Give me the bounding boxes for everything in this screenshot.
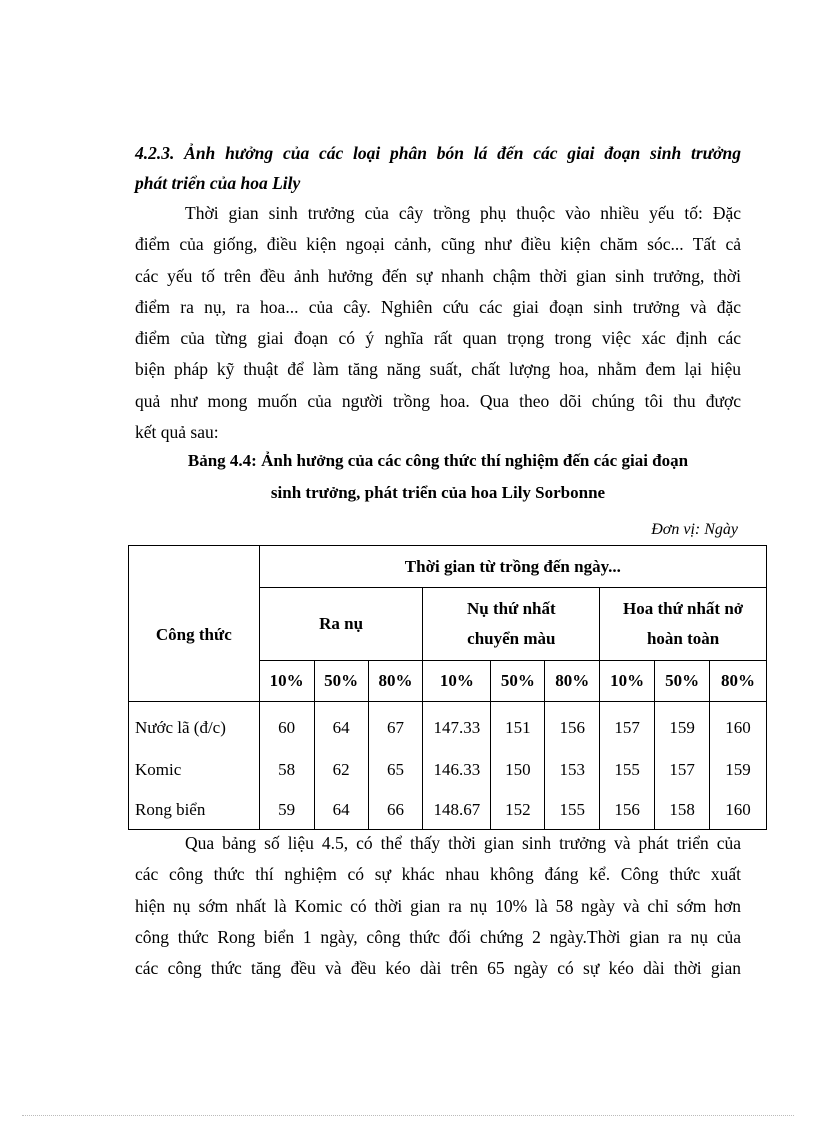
section-heading-line-2: phát triển của hoa Lily bbox=[135, 173, 301, 193]
table-row bbox=[129, 750, 767, 790]
header-bud-color bbox=[423, 588, 600, 661]
table-cell: 64 bbox=[314, 702, 368, 751]
header-flower-bloom bbox=[600, 588, 767, 661]
table-caption-line-1: Bảng 4.4: Ảnh hưởng của các công thức thí nghiệm đến các giai đoạn bbox=[187, 451, 689, 470]
header-pct: 80% bbox=[368, 661, 423, 702]
paragraph-line: công thức Rong biển 1 ngày, công thức đối chứng 2 ngày.Thời gian ra nụ của bbox=[135, 926, 741, 947]
table-cell: 58 bbox=[259, 750, 314, 790]
paragraph-line: Thời gian sinh trưởng của cây trồng phụ thuộc vào nhiều yếu tố: Đặc bbox=[185, 203, 741, 223]
table-cell: 153 bbox=[545, 750, 600, 790]
table-caption bbox=[135, 445, 741, 509]
table-cell: 160 bbox=[710, 702, 767, 751]
table-caption-line-2: sinh trưởng, phát triển của hoa Lily Sorbonne bbox=[270, 483, 606, 502]
header-bud-color-line-2: chuyển màu bbox=[467, 629, 556, 648]
table-cell: 155 bbox=[600, 750, 655, 790]
paragraph-line: hiện nụ sớm nhất là Komic có thời gian ra nụ 10% là 58 ngày và chỉ sớm hơn bbox=[135, 895, 741, 916]
header-pct: 50% bbox=[314, 661, 368, 702]
section-heading-line-1: 4.2.3. Ảnh hưởng của các loại phân bón lá đến các giai đoạn sinh trưởng bbox=[135, 143, 741, 163]
header-pct: 50% bbox=[491, 661, 545, 702]
table-cell: 159 bbox=[710, 750, 767, 790]
paragraph-line: điểm của từng giai đoạn có ý nghĩa rất quan trọng trong việc xác định các bbox=[135, 328, 741, 349]
section-heading bbox=[135, 138, 741, 198]
intro-paragraph bbox=[135, 198, 741, 448]
paragraph-line: các công thức thí nghiệm có sự khác nhau không đáng kể. Công thức xuất bbox=[135, 864, 741, 885]
table-cell: 147.33 bbox=[423, 702, 491, 751]
table-cell: 160 bbox=[710, 790, 767, 830]
header-flower-bloom-line-1: Hoa thứ nhất nở bbox=[622, 599, 744, 618]
table-cell: 146.33 bbox=[423, 750, 491, 790]
table-row bbox=[129, 790, 767, 830]
table-cell: 152 bbox=[491, 790, 545, 830]
table-cell: 156 bbox=[545, 702, 600, 751]
header-pct: 80% bbox=[545, 661, 600, 702]
header-bud-color-line-1: Nụ thứ nhất bbox=[467, 599, 556, 618]
header-pct: 10% bbox=[259, 661, 314, 702]
header-flower-bloom-line-2: hoàn toàn bbox=[646, 629, 720, 648]
table-cell: 65 bbox=[368, 750, 423, 790]
header-bud-line: Ra nụ bbox=[319, 614, 364, 633]
paragraph-line: Qua bảng số liệu 4.5, có thể thấy thời gian sinh trưởng và phát triển của bbox=[185, 833, 741, 853]
table-cell: 150 bbox=[491, 750, 545, 790]
paragraph-line: các yếu tố trên đều ảnh hưởng đến sự nhanh chậm thời gian sinh trưởng, thời bbox=[135, 265, 741, 286]
page-footer-rule bbox=[22, 1115, 794, 1116]
data-table bbox=[128, 545, 767, 830]
header-bud bbox=[259, 588, 423, 661]
table-cell: 66 bbox=[368, 790, 423, 830]
unit-label: Đơn vị: Ngày bbox=[651, 521, 738, 538]
header-group: Thời gian từ trồng đến ngày... bbox=[259, 546, 766, 588]
table-cell: 157 bbox=[600, 702, 655, 751]
paragraph-line: các công thức tăng đều và đều kéo dài trên 65 ngày có sự kéo dài thời gian bbox=[135, 958, 741, 979]
paragraph-line: điểm của giống, điều kiện ngoại cảnh, cũng như điều kiện chăm sóc... Tất cả bbox=[135, 234, 741, 255]
table-cell: 62 bbox=[314, 750, 368, 790]
table-cell: 156 bbox=[600, 790, 655, 830]
table-cell: 159 bbox=[655, 702, 710, 751]
paragraph-line: kết quả sau: bbox=[135, 422, 219, 443]
table-cell: 158 bbox=[655, 790, 710, 830]
row-name: Rong biển bbox=[129, 790, 260, 830]
header-pct: 50% bbox=[655, 661, 710, 702]
row-name: Komic bbox=[129, 750, 260, 790]
table-cell: 59 bbox=[259, 790, 314, 830]
table-cell: 64 bbox=[314, 790, 368, 830]
paragraph-line: điểm ra nụ, ra hoa... của cây. Nghiên cứu các giai đoạn sinh trưởng và đặc bbox=[135, 296, 741, 317]
table-row bbox=[129, 702, 767, 751]
table-cell: 157 bbox=[655, 750, 710, 790]
paragraph-line: quả như mong muốn của người trồng hoa. Qua theo dõi chúng tôi thu được bbox=[135, 390, 741, 411]
paragraph-line: biện pháp kỹ thuật để làm tăng năng suất, chất lượng hoa, nhằm đem lại hiệu bbox=[135, 359, 741, 380]
table-cell: 60 bbox=[259, 702, 314, 751]
row-name: Nước lã (đ/c) bbox=[129, 702, 260, 751]
table-cell: 155 bbox=[545, 790, 600, 830]
header-pct: 10% bbox=[423, 661, 491, 702]
header-pct: 80% bbox=[710, 661, 767, 702]
table-cell: 67 bbox=[368, 702, 423, 751]
table-cell: 151 bbox=[491, 702, 545, 751]
header-formula: Công thức bbox=[129, 546, 260, 702]
table-cell: 148.67 bbox=[423, 790, 491, 830]
header-pct: 10% bbox=[600, 661, 655, 702]
analysis-paragraph bbox=[135, 828, 741, 984]
